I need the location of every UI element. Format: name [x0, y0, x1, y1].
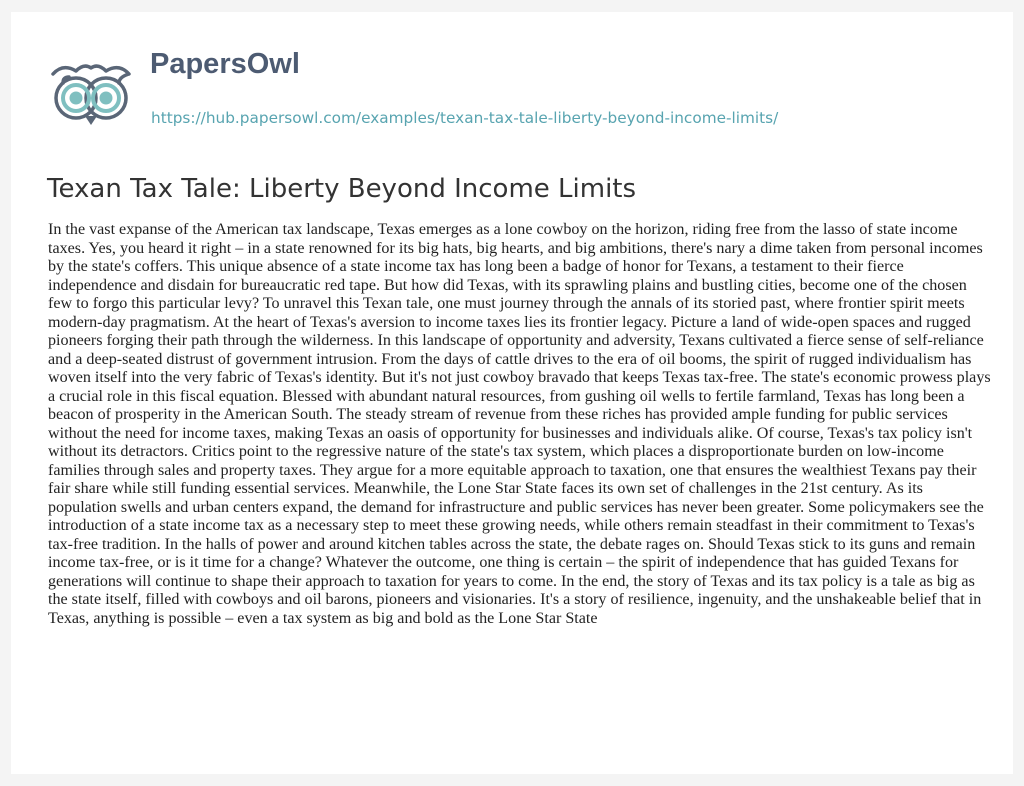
document-page — [11, 12, 1013, 774]
owl-logo-icon — [49, 53, 133, 137]
article-body: In the vast expanse of the American tax landscape, Texas emerges as a lone cowboy on the horizon, riding free from the lasso of state income taxes. Yes, you heard it right – in a state renowned for its big hats, big hearts, and big ambitions, there's nary a dime taken from personal incomes by the state's coffers. This unique absence of a state income tax has long been a badge of honor for Texans, a testament to their fierce independence and disdain for bureaucratic red tape. But how did Texas, with its sprawling plains and bustling cities, become one of the chosen few to forgo this particular levy? To unravel this Texan tale, one must journey through the annals of its storied past, where frontier spirit meets modern-day pragmatism. At the heart of Texas's aversion to income taxes lies its frontier legacy. Picture a land of wide-open spaces and rugged pioneers forging their path through the wilderness. In this landscape of opportunity and adversity, Texans cultivated a fierce sense of self-reliance and a deep-seated distrust of government intrusion. From the days of cattle drives to the era of oil booms, the spirit of rugged individualism has woven itself into the very fabric of Texas's identity. But it's not just cowboy bravado that keeps Texas tax-free. The state's economic prowess plays a crucial role in this fiscal equation. Blessed with abundant natural resources, from gushing oil wells to fertile farmland, Texas has long been a beacon of prosperity in the American South. The steady stream of revenue from these riches has provided ample funding for public services without the need for income taxes, making Texas an oasis of opportunity for businesses and individuals alike. Of course, Texas's tax policy isn't without its detractors. Critics point to the regressive nature of the state's tax system, which places a disproportionate burden on low-income families through sales and property taxes. They argue for a more equitable approach to taxation, one that ensures the wealthiest Texans pay their fair share while still funding essential services. Meanwhile, the Lone Star State faces its own set of challenges in the 21st century. As its population swells and urban centers expand, the demand for infrastructure and public services has never been greater. Some policymakers see the introduction of a state income tax as a necessary step to meet these growing needs, while others remain steadfast in their commitment to Texas's tax-free tradition. In the halls of power and around kitchen tables across the state, the debate rages on. Should Texas stick to its guns and remain income tax-free, or is it time for a change? Whatever the outcome, one thing is certain – the spirit of independence that has guided Texans for generations will continue to shape their approach to taxation for years to come. In the end, the story of Texas and its tax policy is a tale as big as the state itself, filled with cowboys and oil barons, pioneers and visionaries. It's a story of resilience, ingenuity, and the unshakeable belief that in Texas, anything is possible – even a tax system as big and bold as the Lone Star State — [48, 221, 991, 627]
source-url-link[interactable]: https://hub.papersowl.com/examples/texan-tax-tale-liberty-beyond-income-limits/ — [151, 109, 779, 127]
article-title: Texan Tax Tale: Liberty Beyond Income Limits — [47, 174, 637, 204]
brand-name: PapersOwl — [150, 48, 300, 80]
site-header — [49, 38, 989, 138]
